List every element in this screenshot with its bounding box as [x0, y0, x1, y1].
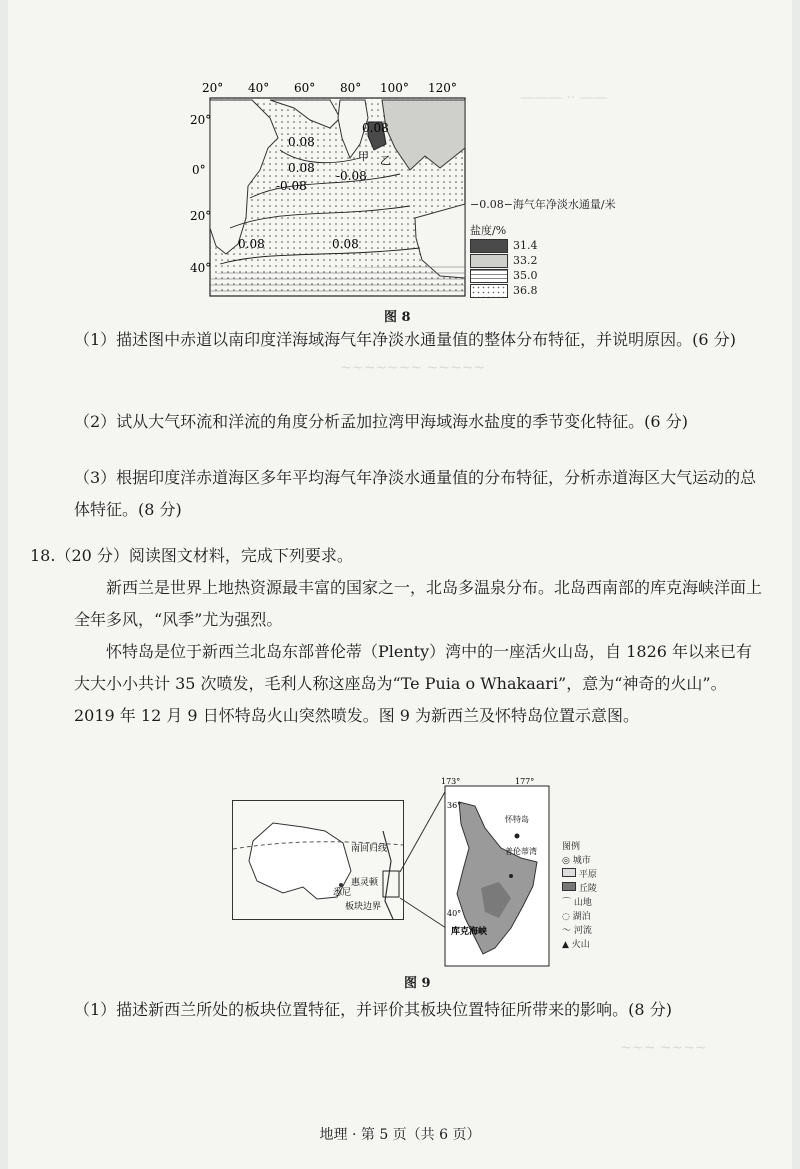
zoom-lines: [398, 790, 448, 930]
swatch-hatch: [470, 269, 508, 283]
legend9-item: 〜 河流: [562, 926, 592, 936]
lat-label: 20°: [190, 113, 212, 127]
sydney-label: 悉尼: [333, 888, 352, 898]
white-island-label: 怀特岛: [505, 815, 529, 824]
volcano-dot: [509, 874, 513, 878]
question-17-2: （2）试从大气环流和洋流的角度分析孟加拉湾甲海域海水盐度的季节变化特征。(6 分): [74, 412, 688, 431]
lat-label: 0°: [192, 163, 206, 177]
salinity-level: 35.0: [513, 269, 538, 282]
legend-title: 盐度/%: [470, 224, 507, 237]
lat-label: 40°: [190, 261, 212, 275]
plate-boundary-label: 板块边界: [345, 902, 382, 912]
contour-value: -0.08: [276, 179, 307, 193]
legend9-item: 丘陵: [562, 882, 597, 896]
legend9-item: ⌒ 山地: [562, 898, 592, 908]
contour-value: 0.08: [238, 237, 265, 251]
swatch-dark: [470, 239, 508, 253]
legend9-item: ◎ 城市: [562, 856, 591, 866]
page-footer: 地理 · 第 5 页（共 6 页）: [319, 1127, 481, 1143]
figure9-legend: [562, 840, 597, 952]
contour-value: 0.08: [332, 237, 359, 251]
question-18-header: 18.（20 分）阅读图文材料，完成下列要求。: [30, 546, 353, 565]
white-island-volcano: [515, 834, 520, 839]
figure9-regional-map: [232, 800, 404, 920]
question-18-para2: 怀特岛是位于新西兰北岛东部普伦蒂（Plenty）湾中的一座活火山岛，自 1826 年以来已有大大小小共计 35 次喷发，毛利人称这座岛为“Te Puia o Whakaari”，意为“神奇的火山”。2019 年 12 月 9 日怀特岛火山突然喷发。图 9 为新西兰及怀特岛位置示意图。: [74, 642, 753, 725]
lon-label: 60°: [294, 81, 316, 95]
lon-label-177: 177°: [515, 777, 535, 786]
australia-map: [233, 801, 403, 919]
figure8-map: [190, 78, 490, 308]
question-17-1: （1）描述图中赤道以南印度洋海域海气年净淡水通量值的整体分布特征，并说明原因。(6 分): [74, 330, 736, 349]
legend9-item: ▲ 火山: [562, 940, 590, 950]
region-label-yi: 乙: [380, 154, 391, 167]
contour-value: 0.08: [288, 161, 315, 175]
plenty-bay-label: 普伦蒂湾: [505, 847, 537, 856]
salinity-level: 33.2: [513, 254, 538, 267]
contour-value: 0.08: [288, 135, 315, 149]
lon-label: 80°: [340, 81, 362, 95]
swatch-gray: [470, 254, 508, 268]
salinity-level: 36.8: [513, 284, 538, 297]
figure8-legend: [470, 196, 616, 298]
legend-line-label: −0.08−海气年净淡水通量/米: [470, 198, 616, 211]
lat-label-40: 40°: [447, 909, 462, 918]
lon-label-173: 173°: [441, 777, 461, 786]
wellington-label: 惠灵顿: [351, 878, 379, 888]
lon-label: 20°: [202, 81, 224, 95]
legend9-title: 图例: [562, 842, 581, 852]
salinity-level: 31.4: [513, 239, 538, 252]
lat-label-36: 36°: [447, 801, 462, 810]
contour-value: -0.08: [336, 169, 367, 183]
swatch-dots: [470, 284, 508, 298]
new-zealand-map: [441, 777, 549, 968]
lat-label: 20°: [190, 209, 212, 223]
cook-strait-label: 库克海峡: [451, 927, 488, 937]
tropic-label: 南回归线: [351, 844, 388, 854]
region-label-jia: 甲: [358, 150, 369, 163]
question-18-para1: 新西兰是世界上地热资源最丰富的国家之一，北岛多温泉分布。北岛西南部的库克海峡洋面上全年多风，“风季”尤为强烈。: [74, 578, 763, 629]
question-17-3: （3）根据印度洋赤道海区多年平均海气年净淡水通量值的分布特征，分析赤道海区大气运动的总体特征。(8 分): [74, 468, 757, 519]
figure8-caption: 图 8: [384, 310, 411, 325]
contour-value: 0.08: [362, 121, 389, 135]
figure9-caption: 图 9: [404, 976, 431, 991]
sydney-dot: [339, 883, 343, 887]
lon-label: 40°: [248, 81, 270, 95]
question-18-1: （1）描述新西兰所处的板块位置特征，并评价其板块位置特征所带来的影响。(8 分): [74, 1000, 672, 1019]
legend9-item: 平原: [562, 868, 597, 882]
lon-label: 120°: [428, 81, 457, 95]
new-zealand-box: [383, 871, 399, 897]
lon-label: 100°: [380, 81, 409, 95]
legend9-item: ◌ 湖泊: [562, 912, 591, 922]
